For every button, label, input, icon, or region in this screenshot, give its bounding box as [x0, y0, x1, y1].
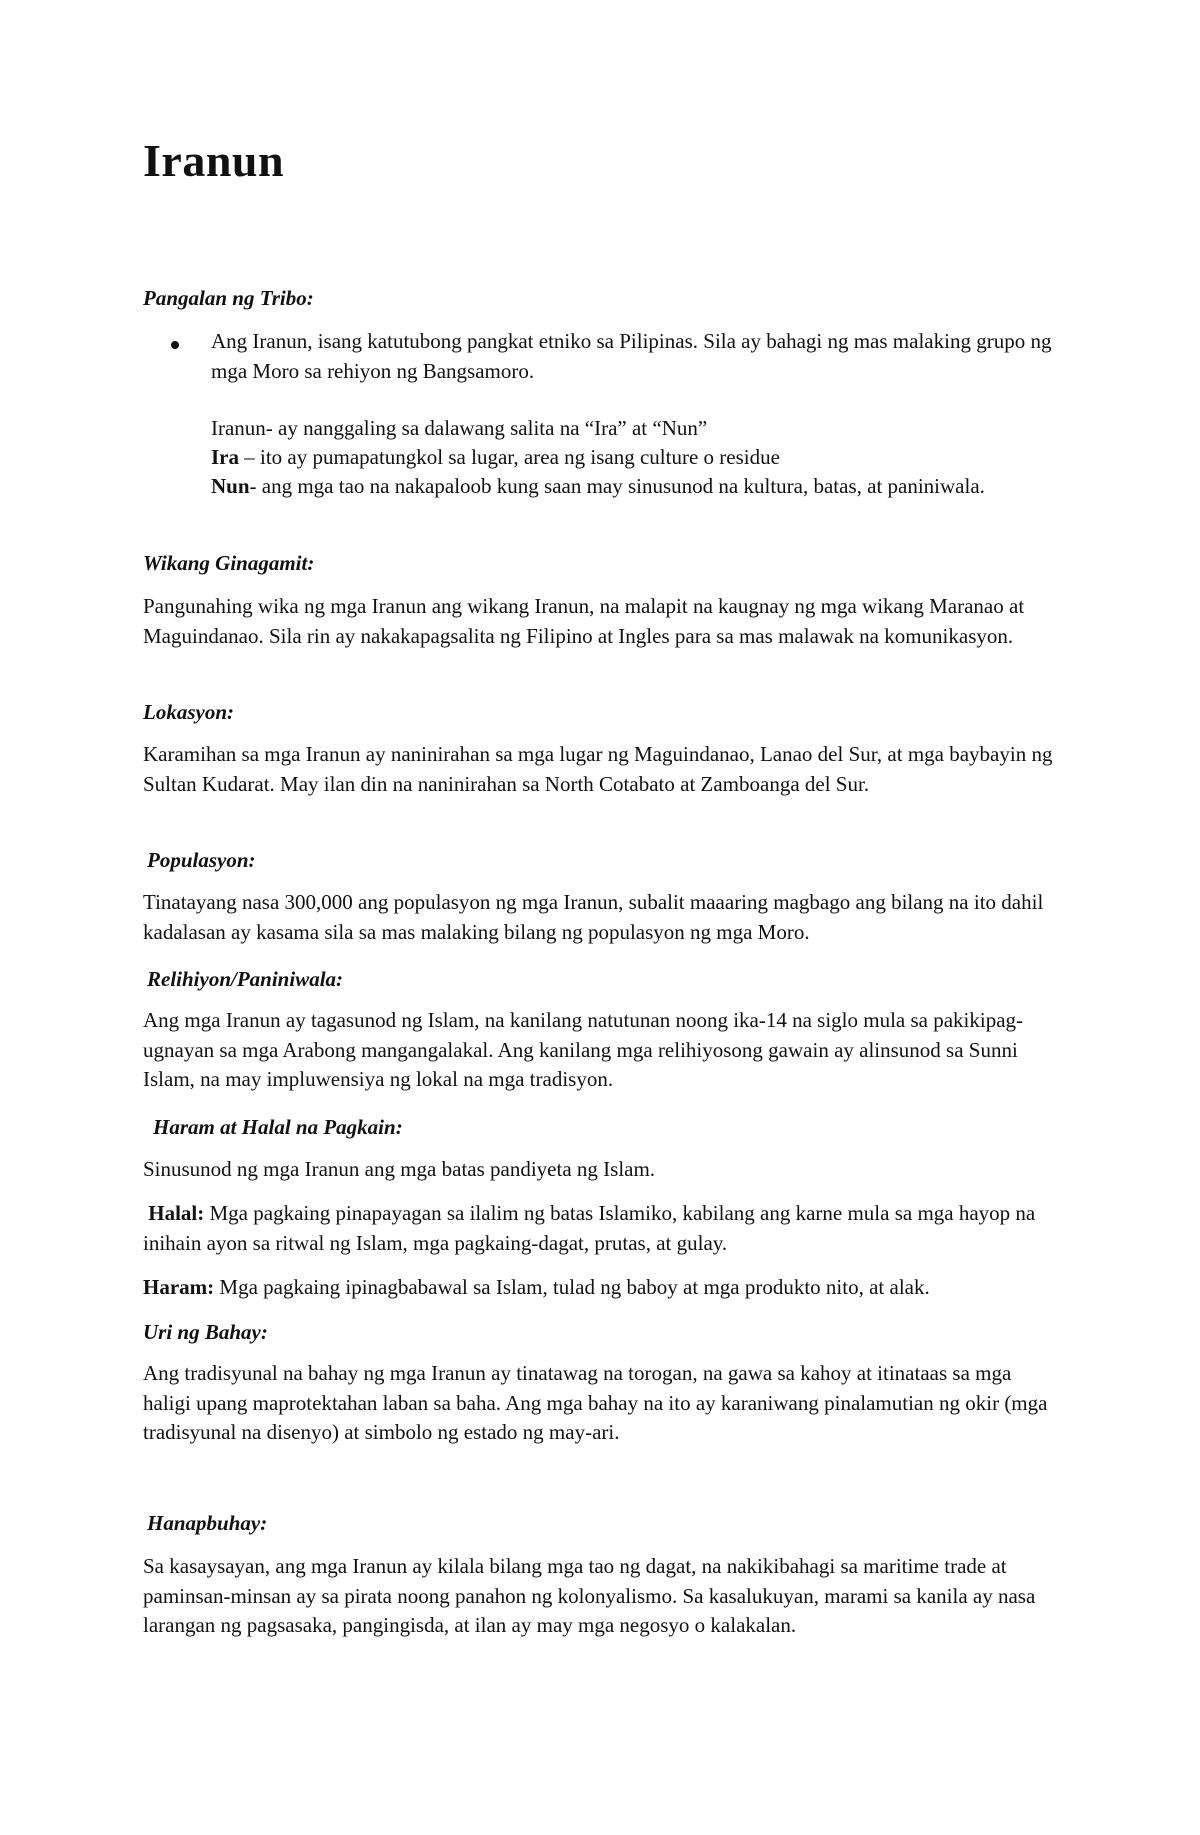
ira-definition: – ito ay pumapatungkol sa lugar, area ng isang culture o residue: [239, 445, 780, 469]
population-body: Tinatayang nasa 300,000 ang populasyon ng mga Iranun, subalit maaaring magbago ang bilang na ito dahil kadalasan ay kasama sila sa mas malaking bilang ng populasyon ng mga Moro.: [143, 890, 1044, 944]
heading-language: Wikang Ginagamit:: [143, 551, 315, 575]
heading-tribe: Pangalan ng Tribo:: [143, 286, 314, 310]
heading-religion: Relihiyon/Paniniwala:: [147, 967, 344, 991]
ira-term: Ira: [211, 445, 239, 469]
language-body: Pangunahing wika ng mga Iranun ang wikang Iranun, na malapit na kaugnay ng mga wikang Maranao at Maguindanao. Sila rin ay nakakapagsalita ng Filipino at Ingles para sa mas malawak na komunikasyon.: [143, 594, 1025, 648]
location-body: Karamihan sa mga Iranun ay naninirahan sa mga lugar ng Maguindanao, Lanao del Sur, at mga baybayin ng Sultan Kudarat. May ilan din na naninirahan sa North Cotabato at Zamboanga del Sur.: [143, 742, 1053, 796]
haram-definition: Mga pagkaing ipinagbabawal sa Islam, tulad ng baboy at mga produkto nito, at alak.: [214, 1275, 930, 1299]
nun-term: Nun: [211, 474, 250, 498]
tribe-ira-definition: [211, 443, 780, 473]
haram-term: Haram:: [143, 1275, 215, 1299]
heading-livelihood: Hanapbuhay:: [147, 1511, 268, 1535]
heading-house: Uri ng Bahay:: [143, 1320, 268, 1344]
food-haram: [143, 1273, 1063, 1303]
livelihood-body: Sa kasaysayan, ang mga Iranun ay kilala bilang mga tao ng dagat, na nakikibahagi sa maritime trade at paminsan-minsan ay sa pirata noong panahon ng kolonyalismo. Sa kasalukuyan, marami sa kanila ay nasa larangan ng pagsasaka, pangingisda, at ilan ay may mga negosyo o kalakalan.: [143, 1554, 1036, 1637]
tribe-bullet-text: Ang Iranun, isang katutubong pangkat etniko sa Pilipinas. Sila ay bahagi ng mas malaking grupo ng mga Moro sa rehiyon ng Bangsamoro.: [211, 329, 1052, 383]
heading-food: Haram at Halal na Pagkain:: [153, 1115, 403, 1139]
heading-location: Lokasyon:: [143, 700, 234, 724]
document-title: Iranun: [143, 135, 285, 186]
bullet-icon: [171, 341, 179, 349]
halal-definition: Mga pagkaing pinapayagan sa ilalim ng batas Islamiko, kabilang ang karne mula sa mga hayop na inihain ayon sa ritwal ng Islam, mga pagkaing-dagat, prutas, at gulay.: [143, 1201, 1036, 1255]
halal-term: Halal:: [148, 1201, 205, 1225]
food-halal: [143, 1199, 1063, 1258]
tribe-etymology: Iranun- ay nanggaling sa dalawang salita na “Ira” at “Nun”: [211, 416, 708, 440]
nun-definition: - ang mga tao na nakapaloob kung saan may sinusunod na kultura, batas, at paniniwala.: [249, 474, 985, 498]
food-intro: Sinusunod ng mga Iranun ang mga batas pandiyeta ng Islam.: [143, 1157, 656, 1181]
heading-population: Populasyon:: [147, 848, 256, 872]
tribe-nun-definition: [211, 472, 1061, 502]
religion-body: Ang mga Iranun ay tagasunod ng Islam, na kanilang natutunan noong ika-14 na siglo mula sa pakikipag-ugnayan sa mga Arabong mangangalakal. Ang kanilang mga relihiyosong gawain ay alinsunod sa Sunni Islam, na may impluwensiya ng lokal na mga tradisyon.: [143, 1008, 1024, 1091]
house-body: Ang tradisyunal na bahay ng mga Iranun ay tinatawag na torogan, na gawa sa kahoy at itinataas sa mga haligi upang maprotektahan laban sa baha. Ang mga bahay na ito ay karaniwang pinalamutian ng okir (mga tradisyunal na disenyo) at simbolo ng estado ng may-ari.: [143, 1361, 1048, 1444]
